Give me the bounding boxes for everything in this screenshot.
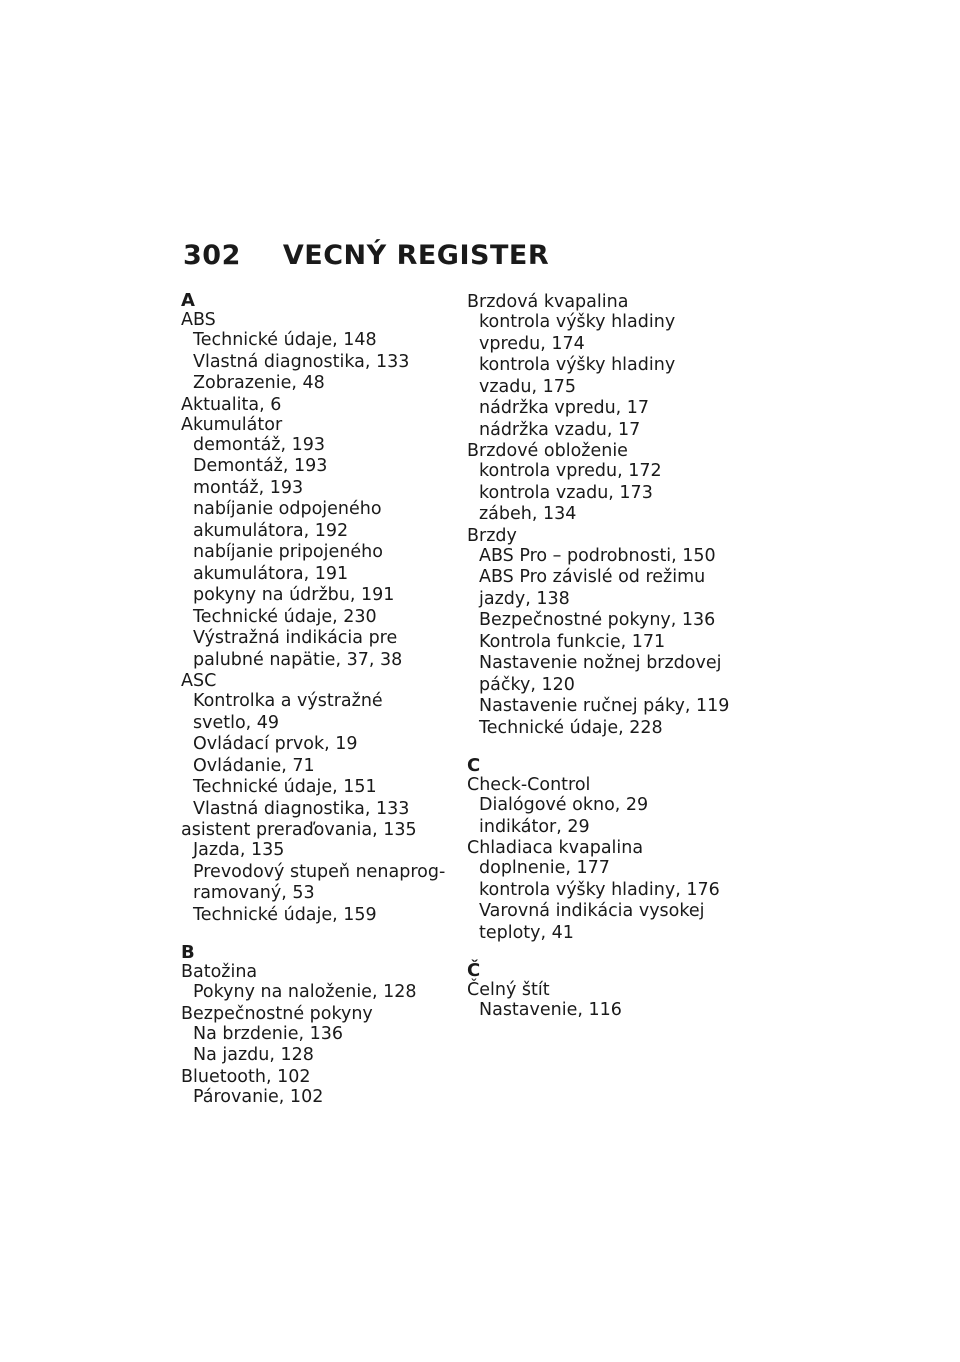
index-entry: ASC	[181, 671, 217, 691]
page-header	[183, 240, 549, 271]
index-entry: Check-Control	[467, 775, 591, 795]
index-subentry: nádržka vpredu, 17	[479, 398, 650, 418]
index-subentry: doplnenie, 177	[479, 858, 610, 878]
index-subentry: kontrola výšky hladiny, 176	[479, 879, 720, 900]
index-subentry: Kontrola funkcie, 171	[479, 631, 666, 652]
index-subentry: Nastavenie ručnej páky, 119	[479, 696, 730, 716]
index-subentry: Ovládanie, 71	[193, 755, 315, 776]
index-subentry: Pokyny na naloženie, 128	[193, 982, 417, 1002]
index-subentry: Technické údaje, 228	[479, 717, 663, 738]
index-subentry: kontrola vzadu, 173	[479, 482, 653, 503]
index-entry: Batožina	[181, 962, 258, 982]
index-entry: ABS	[181, 310, 216, 330]
index-subentry: Nastavenie, 116	[479, 1000, 622, 1020]
index-subentry: Na jazdu, 128	[193, 1045, 314, 1065]
index-subentry: kontrola výšky hladiny	[479, 312, 676, 332]
index-subentry: jazdy, 138	[479, 588, 570, 609]
section-letter: B	[181, 942, 195, 963]
index-entry: Čelný štít	[467, 980, 550, 1000]
index-subentry: indikátor, 29	[479, 816, 590, 837]
index-subentry: nabíjanie pripojeného	[193, 542, 383, 562]
index-subentry: Bezpečnostné pokyny, 136	[479, 610, 716, 630]
index-subentry: Technické údaje, 230	[193, 606, 377, 627]
page-title: VECNÝ REGISTER	[282, 240, 550, 271]
index-column-left	[181, 292, 466, 1108]
index-subentry: ABS Pro závislé od režimu	[479, 567, 706, 587]
index-entry: Aktualita, 6	[181, 394, 282, 415]
index-subentry: Ovládací prvok, 19	[193, 734, 358, 754]
index-subentry: montáž, 193	[193, 477, 304, 498]
index-subentry: Demontáž, 193	[193, 456, 328, 476]
index-subentry: Technické údaje, 159	[193, 904, 377, 925]
index-subentry: kontrola vpredu, 172	[479, 461, 662, 481]
index-subentry: Dialógové okno, 29	[479, 795, 649, 815]
index-subentry: kontrola výšky hladiny	[479, 355, 676, 375]
index-subentry: nádržka vzadu, 17	[479, 419, 641, 440]
index-subentry: Technické údaje, 148	[193, 330, 377, 350]
index-subentry: nabíjanie odpojeného	[193, 499, 382, 519]
index-subentry: Prevodový stupeň nenaprog-	[193, 861, 446, 882]
index-subentry: akumulátora, 192	[193, 520, 349, 541]
index-subentry: Vlastná diagnostika, 133	[193, 798, 410, 819]
index-subentry: vpredu, 174	[479, 333, 585, 354]
index-subentry: Kontrolka a výstražné	[193, 691, 383, 711]
index-subentry: teploty, 41	[479, 922, 574, 943]
index-subentry: zábeh, 134	[479, 504, 577, 524]
index-subentry: Technické údaje, 151	[193, 777, 377, 797]
index-entry: Akumulátor	[181, 414, 283, 435]
index-column-right	[467, 292, 752, 1022]
index-subentry: vzadu, 175	[479, 376, 576, 397]
index-entry: Chladiaca kvapalina	[467, 838, 644, 858]
index-subentry: páčky, 120	[479, 674, 575, 695]
index-subentry: pokyny na údržbu, 191	[193, 585, 395, 605]
index-subentry: demontáž, 193	[193, 434, 326, 455]
page-number: 302	[183, 240, 241, 271]
index-entry: Brzdy	[467, 525, 517, 546]
index-entry: Bluetooth, 102	[181, 1066, 311, 1087]
index-subentry: Nastavenie nožnej brzdovej	[479, 653, 722, 673]
index-subentry: Párovanie, 102	[193, 1086, 324, 1107]
index-subentry: Na brzdenie, 136	[193, 1023, 343, 1044]
index-subentry: ramovaný, 53	[193, 883, 315, 903]
section-letter: C	[467, 755, 481, 776]
section-letter: A	[181, 290, 195, 311]
index-subentry: svetlo, 49	[193, 712, 280, 733]
index-subentry: Vlastná diagnostika, 133	[193, 351, 410, 372]
index-subentry: Varovná indikácia vysokej	[479, 901, 705, 921]
index-subentry: palubné napätie, 37, 38	[193, 649, 403, 670]
index-subentry: ABS Pro – podrobnosti, 150	[479, 545, 716, 566]
index-entry: Bezpečnostné pokyny	[181, 1003, 373, 1024]
index-subentry: Jazda, 135	[193, 840, 285, 860]
index-entry: Brzdová kvapalina	[467, 292, 629, 312]
index-subentry: Zobrazenie, 48	[193, 373, 325, 393]
index-entry: Brzdové obloženie	[467, 441, 628, 461]
index-entry: asistent preraďovania, 135	[181, 820, 417, 840]
index-subentry: Výstražná indikácia pre	[193, 628, 398, 648]
section-letter: Č	[467, 960, 481, 981]
index-subentry: akumulátora, 191	[193, 563, 349, 584]
